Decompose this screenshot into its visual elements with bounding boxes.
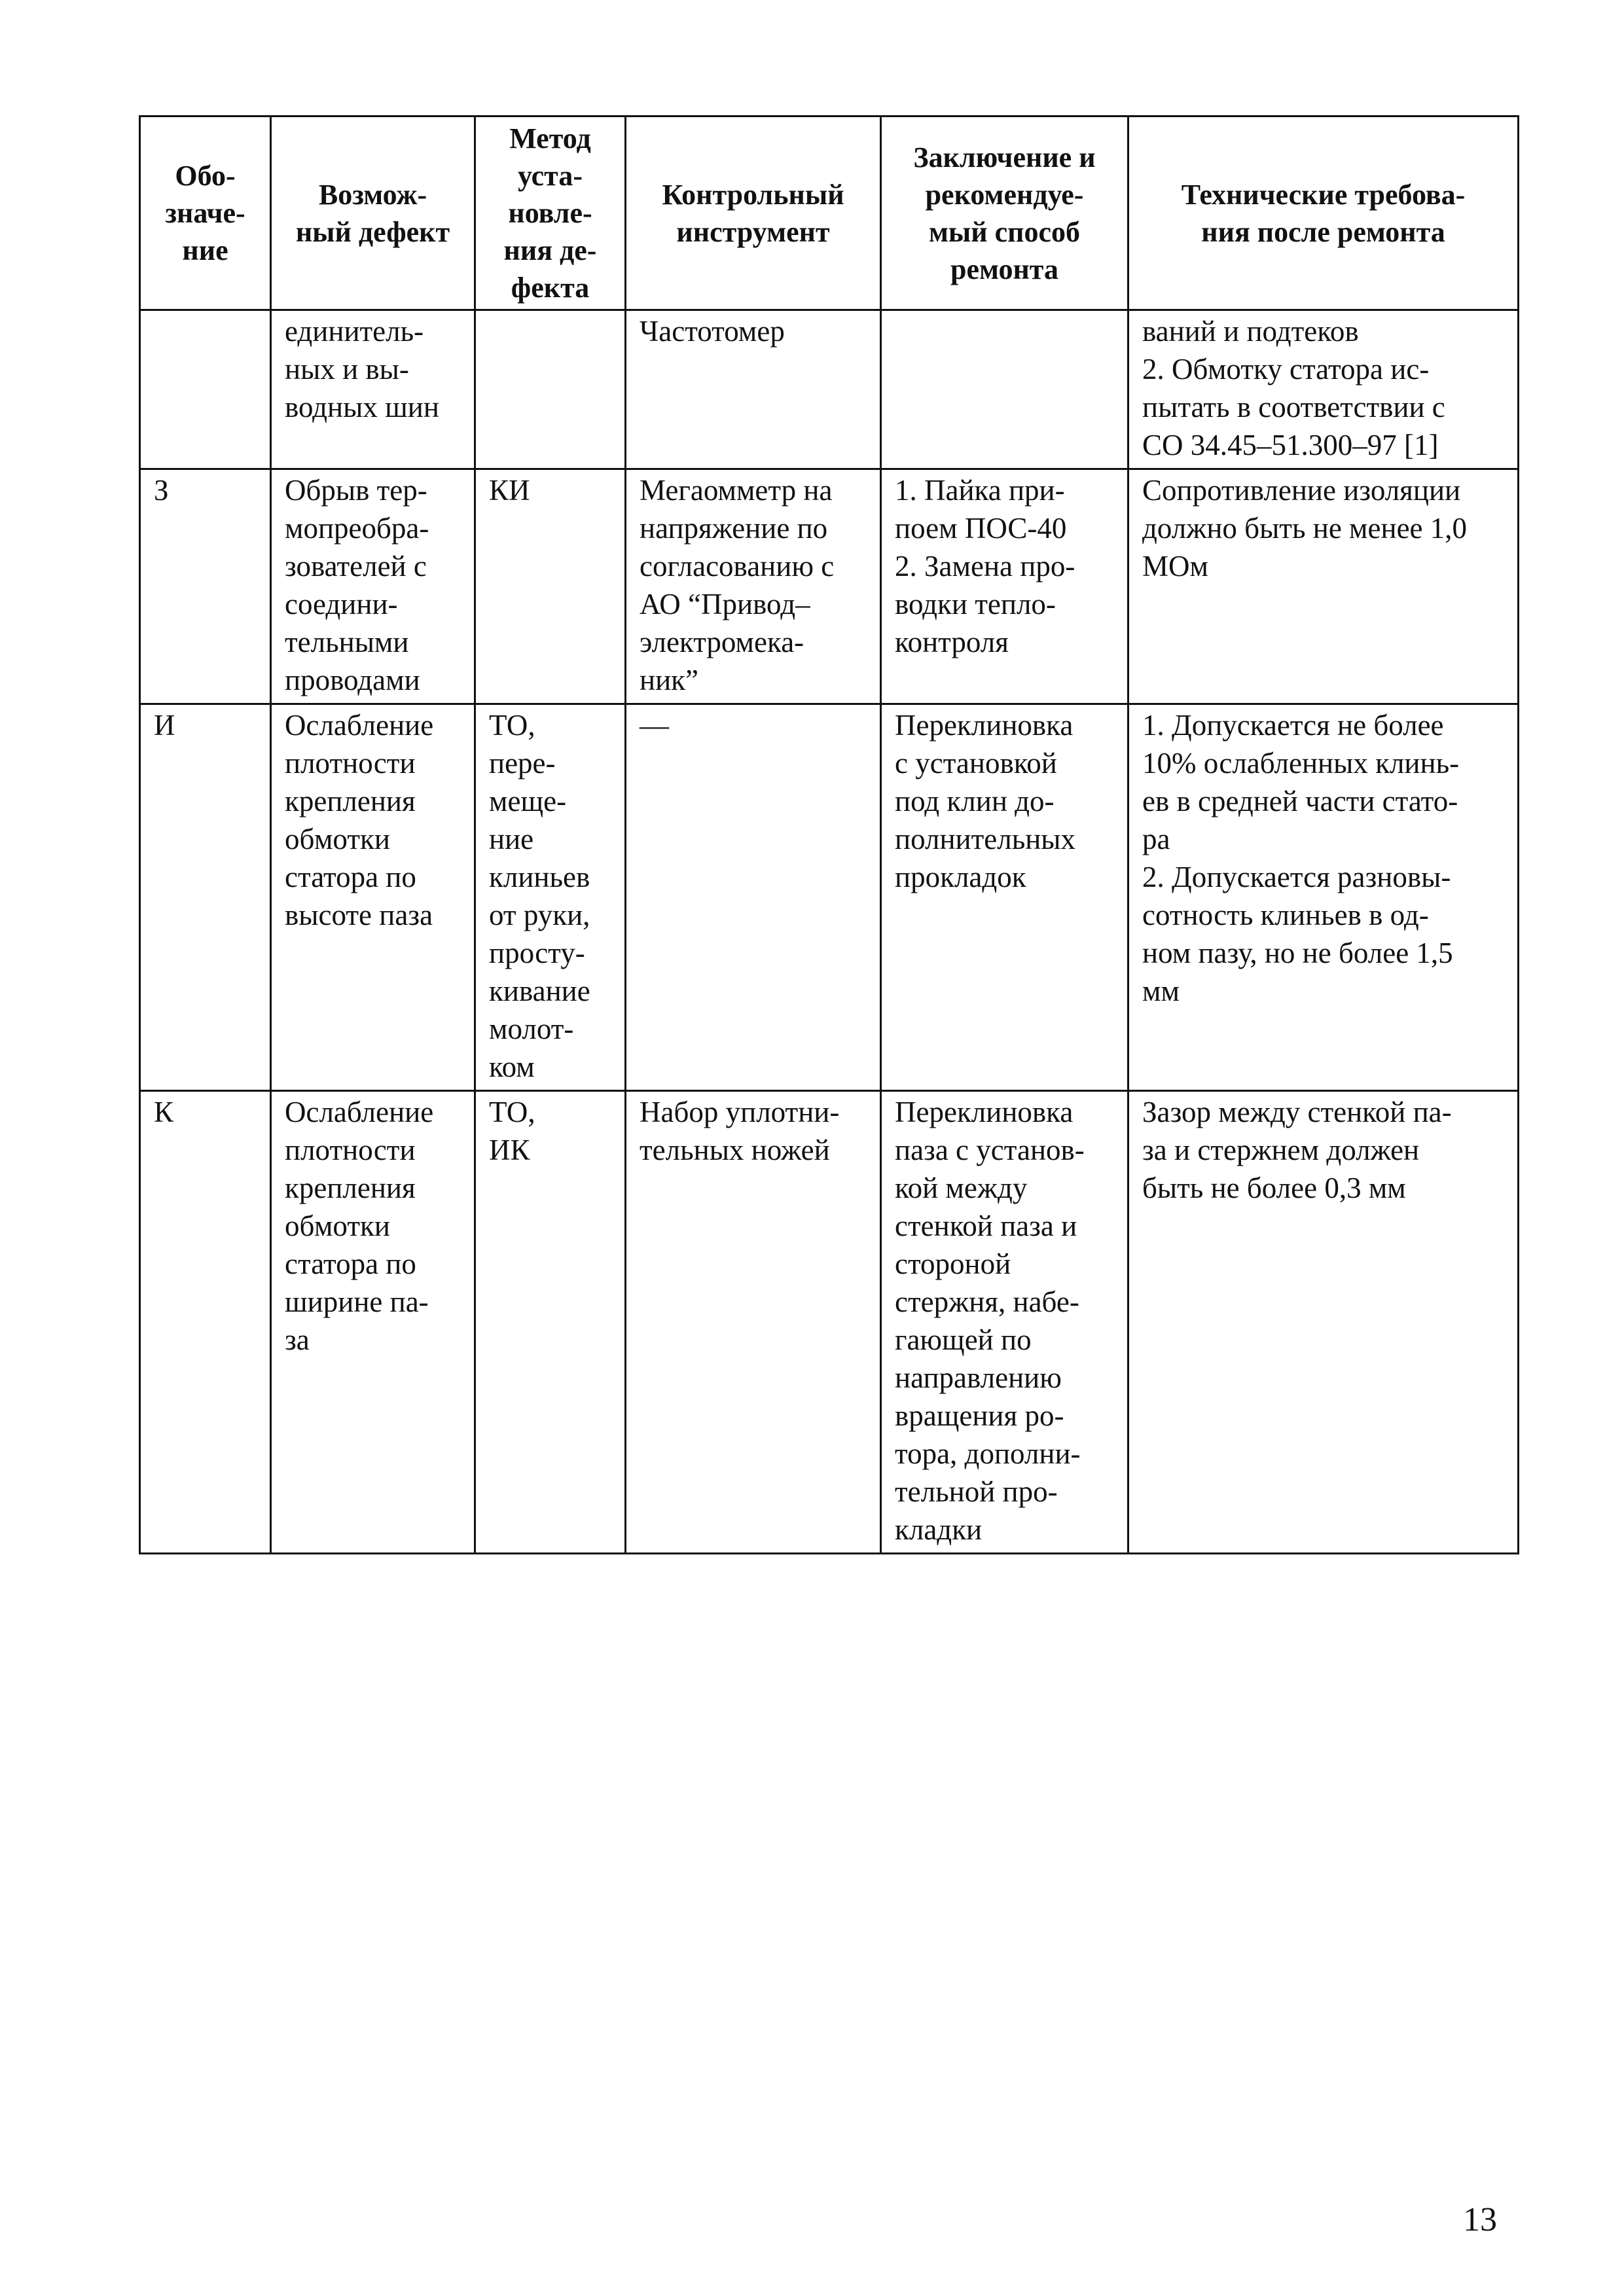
cell-designation [140,310,271,469]
cell-repair: Переклиновка паза с установ- кой между стенкой паза и стороной стержня, набе- гающей по направлению вращения ро- тора, дополни- тельной про- кладки [881,1091,1128,1554]
cell-requirements: Зазор между стенкой па- за и стержнем должен быть не более 0,3 мм [1128,1091,1519,1554]
header-requirements: Технические требова- ния после ремонта [1128,117,1519,310]
cell-designation: З [140,469,271,704]
cell-designation: И [140,704,271,1091]
cell-instrument: Набор уплотни- тельных ножей [626,1091,881,1554]
cell-defect: Ослабление плотности крепления обмотки статора по высоте паза [271,704,475,1091]
defects-table [139,115,1519,1554]
cell-instrument: Частотомер [626,310,881,469]
header-method: Метод уста- новле- ния де- фекта [475,117,626,310]
cell-method: ТО, пере- меще- ние клиньев от руки, просту- кивание молот- ком [475,704,626,1091]
cell-defect: единитель- ных и вы- водных шин [271,310,475,469]
header-defect: Возмож- ный дефект [271,117,475,310]
cell-requirements: ваний и подтеков 2. Обмотку статора ис- пытать в соответствии с СО 34.45–51.300–97 [1] [1128,310,1519,469]
table-header-row [140,117,1519,310]
cell-defect: Обрыв тер- мопреобра- зователей с соедини- тельными проводами [271,469,475,704]
header-designation: Обо- значе- ние [140,117,271,310]
table-row [140,1091,1519,1554]
table-row [140,469,1519,704]
cell-method: ТО, ИК [475,1091,626,1554]
header-repair: Заключение и рекомендуе- мый способ ремонта [881,117,1128,310]
table-row [140,310,1519,469]
cell-method: КИ [475,469,626,704]
cell-instrument: Мегаомметр на напряжение по согласованию с АО “Привод– электромека- ник” [626,469,881,704]
cell-defect: Ослабление плотности крепления обмотки статора по ширине па- за [271,1091,475,1554]
cell-repair [881,310,1128,469]
cell-requirements: 1. Допускается не более 10% ослабленных клинь- ев в средней части стато- ра 2. Допускается разновы- сотность клиньев в од- ном пазу, но не более 1,5 мм [1128,704,1519,1091]
cell-designation: К [140,1091,271,1554]
cell-repair: Переклиновка с установкой под клин до- полнительных прокладок [881,704,1128,1091]
table-row [140,704,1519,1091]
header-instrument: Контрольный инструмент [626,117,881,310]
cell-instrument: — [626,704,881,1091]
cell-method [475,310,626,469]
page-number: 13 [1463,2201,1497,2238]
cell-requirements: Сопротивление изоляции должно быть не менее 1,0 МОм [1128,469,1519,704]
cell-repair: 1. Пайка при- поем ПОС-40 2. Замена про- водки тепло- контроля [881,469,1128,704]
